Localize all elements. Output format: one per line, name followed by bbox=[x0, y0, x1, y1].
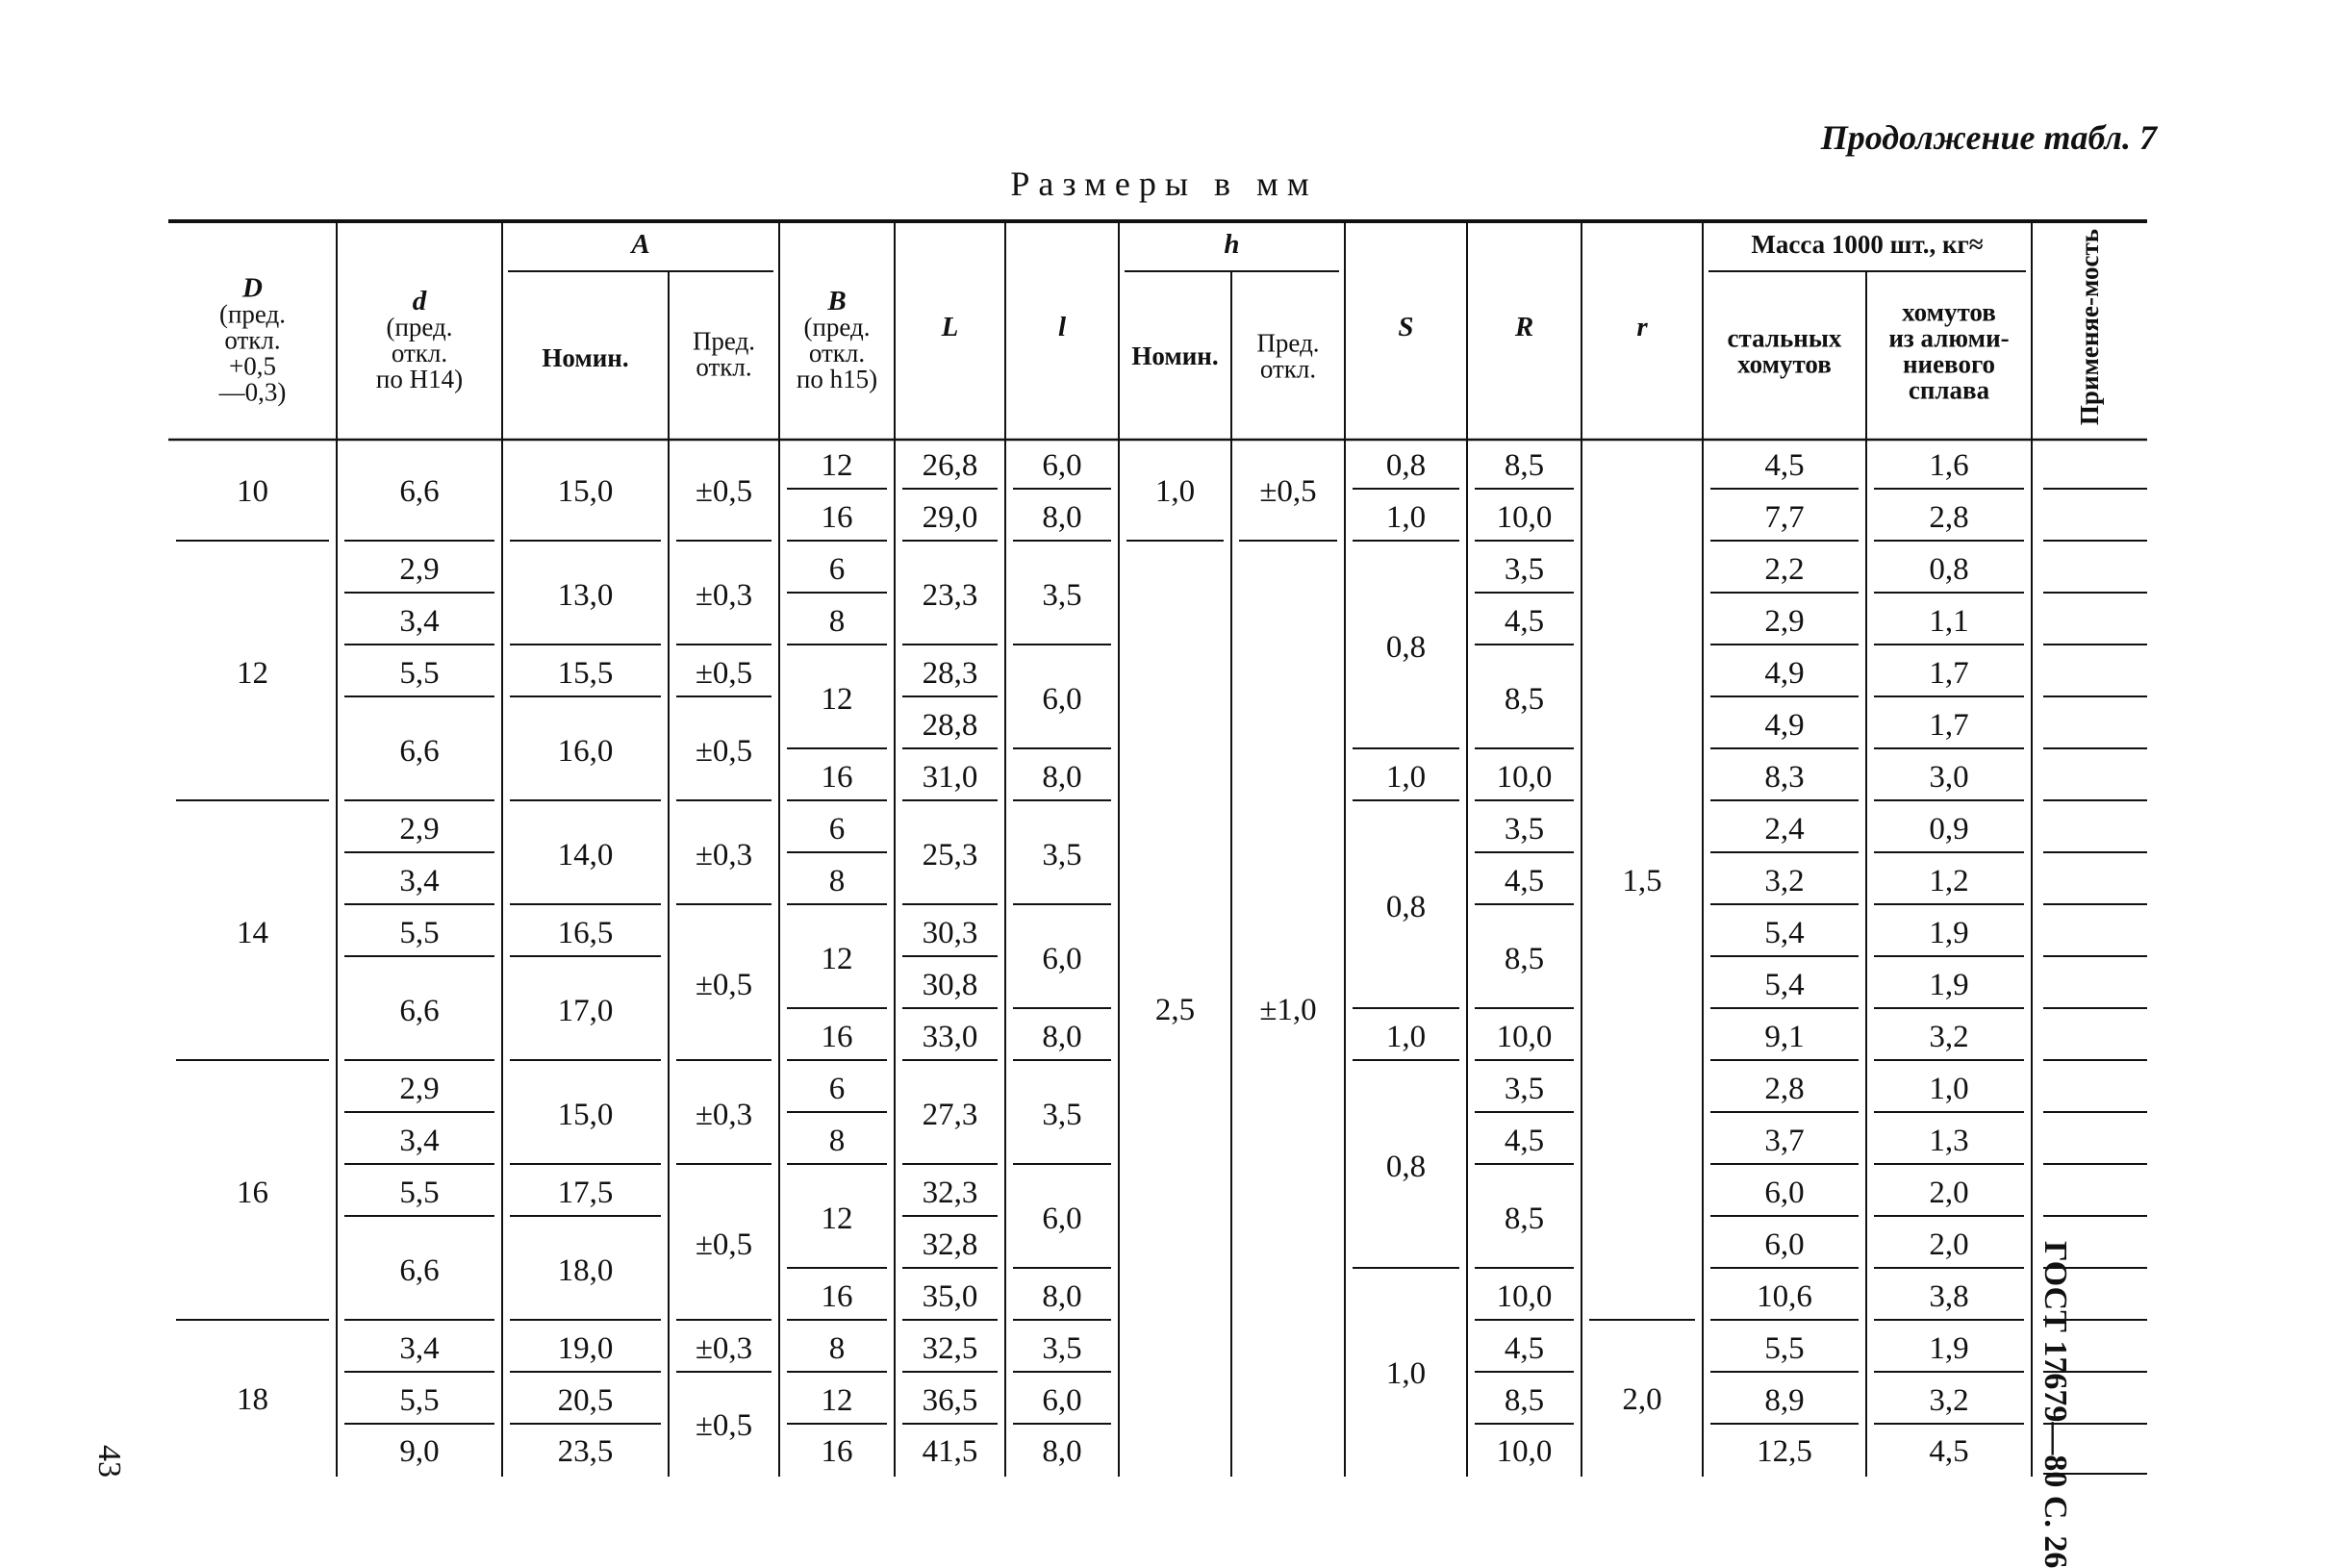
cell-A_tol: ±0,3 bbox=[695, 1331, 753, 1366]
cell-m_steel: 6,0 bbox=[1764, 1176, 1805, 1210]
cell-A_tol: ±0,3 bbox=[695, 838, 753, 873]
cell-m_steel: 5,4 bbox=[1764, 968, 1805, 1002]
cell-L: 35,0 bbox=[922, 1279, 978, 1314]
header-B: (пред. bbox=[803, 313, 871, 341]
cell-R: 8,5 bbox=[1504, 1383, 1545, 1418]
header-A-tol: откл. bbox=[696, 352, 752, 382]
cell-m_al: 1,7 bbox=[1929, 656, 1969, 691]
cell-l: 6,0 bbox=[1042, 1201, 1082, 1236]
cell-D: 16 bbox=[237, 1176, 268, 1210]
cell-B: 12 bbox=[821, 942, 853, 976]
header-B: B bbox=[827, 286, 847, 316]
cell-m_al: 1,3 bbox=[1929, 1124, 1969, 1158]
cell-A_tol: ±0,3 bbox=[695, 1098, 753, 1132]
cell-A: 15,0 bbox=[557, 1098, 614, 1132]
cell-m_al: 3,2 bbox=[1929, 1020, 1969, 1054]
cell-R: 10,0 bbox=[1496, 1434, 1553, 1469]
cell-l: 6,0 bbox=[1042, 1383, 1082, 1418]
cell-B: 8 bbox=[828, 1124, 846, 1158]
cell-L: 28,8 bbox=[922, 708, 978, 743]
header-D: (пред. bbox=[218, 299, 287, 329]
cell-m_al: 1,0 bbox=[1929, 1072, 1969, 1106]
cell-A: 17,0 bbox=[557, 994, 614, 1028]
cell-r: 1,5 bbox=[1622, 864, 1662, 898]
cell-d: 5,5 bbox=[399, 916, 440, 950]
cell-L: 25,3 bbox=[922, 838, 978, 873]
cell-m_steel: 2,4 bbox=[1764, 812, 1805, 847]
cell-A: 13,0 bbox=[557, 578, 614, 613]
header-mass-steel: хомутов bbox=[1737, 349, 1832, 379]
cell-B: 16 bbox=[821, 1020, 853, 1054]
cell-A_tol: ±0,3 bbox=[695, 578, 753, 613]
cell-m_al: 1,9 bbox=[1929, 968, 1969, 1002]
header-A-tol: Пред. bbox=[692, 326, 756, 356]
cell-m_steel: 2,8 bbox=[1764, 1072, 1805, 1106]
header-A-nom: Номин. bbox=[542, 343, 629, 372]
cell-B: 6 bbox=[828, 552, 846, 587]
cell-D: 14 bbox=[237, 916, 268, 950]
header-B: откл. bbox=[808, 339, 866, 367]
cell-R: 10,0 bbox=[1496, 500, 1553, 535]
cell-A: 18,0 bbox=[557, 1253, 614, 1288]
cell-m_al: 1,2 bbox=[1929, 864, 1969, 898]
cell-R: 10,0 bbox=[1496, 760, 1553, 795]
cell-L: 26,8 bbox=[922, 448, 978, 483]
cell-A_tol: ±0,5 bbox=[695, 734, 753, 769]
cell-m_al: 1,7 bbox=[1929, 708, 1969, 743]
header-d: по Н14) bbox=[375, 365, 464, 393]
cell-l: 8,0 bbox=[1042, 760, 1082, 795]
cell-m_al: 1,1 bbox=[1929, 604, 1969, 639]
cell-m_steel: 6,0 bbox=[1764, 1227, 1805, 1262]
header-d: d bbox=[412, 286, 427, 316]
cell-d: 5,5 bbox=[399, 656, 440, 691]
cell-R: 10,0 bbox=[1496, 1279, 1553, 1314]
cell-m_al: 0,8 bbox=[1929, 552, 1969, 587]
cell-m_steel: 5,4 bbox=[1764, 916, 1805, 950]
cell-A: 15,0 bbox=[557, 474, 614, 509]
cell-A: 17,5 bbox=[557, 1176, 614, 1210]
cell-B: 8 bbox=[828, 864, 846, 898]
cell-R: 8,5 bbox=[1504, 942, 1545, 976]
cell-B: 8 bbox=[828, 604, 846, 639]
cell-B: 16 bbox=[821, 760, 853, 795]
header-h-tol: Пред. bbox=[1256, 328, 1320, 358]
cell-L: 30,3 bbox=[922, 916, 978, 950]
cell-m_steel: 3,7 bbox=[1764, 1124, 1805, 1158]
header-mass-al: ниевого bbox=[1902, 349, 1996, 379]
cell-R: 8,5 bbox=[1504, 682, 1545, 717]
cell-m_steel: 3,2 bbox=[1764, 864, 1805, 898]
header-mass-al: из алюми- bbox=[1888, 323, 2010, 353]
cell-m_steel: 4,9 bbox=[1764, 656, 1805, 691]
cell-m_steel: 4,9 bbox=[1764, 708, 1805, 743]
cell-R: 4,5 bbox=[1504, 1331, 1545, 1366]
cell-d: 3,4 bbox=[399, 1124, 440, 1158]
cell-l: 6,0 bbox=[1042, 682, 1082, 717]
cell-A_tol: ±0,5 bbox=[695, 968, 753, 1002]
header-d: откл. bbox=[391, 339, 448, 367]
header-B: по h15) bbox=[796, 365, 878, 393]
cell-B: 12 bbox=[821, 448, 853, 483]
cell-R: 3,5 bbox=[1504, 812, 1545, 847]
cell-S: 0,8 bbox=[1385, 448, 1427, 483]
cell-R: 10,0 bbox=[1496, 1020, 1553, 1054]
cell-m_steel: 7,7 bbox=[1764, 500, 1805, 535]
cell-R: 4,5 bbox=[1504, 864, 1545, 898]
header-A: A bbox=[631, 229, 650, 260]
cell-d: 2,9 bbox=[399, 552, 440, 587]
cell-l: 6,0 bbox=[1042, 448, 1082, 483]
cell-S: 0,8 bbox=[1385, 1150, 1427, 1184]
cell-m_al: 3,0 bbox=[1929, 760, 1969, 795]
cell-m_steel: 2,2 bbox=[1764, 552, 1805, 587]
cell-A: 15,5 bbox=[557, 656, 614, 691]
cell-d: 5,5 bbox=[399, 1383, 440, 1418]
header-r: r bbox=[1636, 312, 1648, 342]
cell-m_steel: 2,9 bbox=[1764, 604, 1805, 639]
cell-l: 6,0 bbox=[1042, 942, 1082, 976]
cell-m_al: 3,2 bbox=[1929, 1383, 1969, 1418]
cell-l: 3,5 bbox=[1042, 1331, 1082, 1366]
cell-L: 29,0 bbox=[922, 500, 978, 535]
cell-d: 6,6 bbox=[399, 474, 440, 509]
cell-d: 2,9 bbox=[399, 812, 440, 847]
cell-m_steel: 9,1 bbox=[1764, 1020, 1805, 1054]
cell-h_tol: ±0,5 bbox=[1259, 474, 1317, 509]
cell-l: 8,0 bbox=[1042, 500, 1082, 535]
cell-L: 32,3 bbox=[922, 1176, 978, 1210]
gost-reference: ГОСТ 17679—80 С. 26 bbox=[2037, 1241, 2073, 1568]
cell-r: 2,0 bbox=[1622, 1382, 1662, 1417]
cell-S: 1,0 bbox=[1385, 1020, 1427, 1054]
cell-m_al: 1,9 bbox=[1929, 916, 1969, 950]
header-L: L bbox=[941, 312, 959, 342]
cell-A: 14,0 bbox=[557, 838, 614, 873]
cell-B: 8 bbox=[828, 1331, 846, 1366]
cell-m_al: 2,8 bbox=[1929, 500, 1969, 535]
cell-A: 20,5 bbox=[557, 1383, 614, 1418]
header-D: —0,3) bbox=[218, 377, 287, 407]
cell-B: 12 bbox=[821, 1201, 853, 1236]
cell-D: 18 bbox=[237, 1382, 268, 1417]
cell-d: 6,6 bbox=[399, 994, 440, 1028]
cell-m_al: 2,0 bbox=[1929, 1176, 1969, 1210]
cell-l: 3,5 bbox=[1042, 578, 1082, 613]
cell-d: 3,4 bbox=[399, 604, 440, 639]
cell-L: 33,0 bbox=[922, 1020, 978, 1054]
cell-l: 8,0 bbox=[1042, 1279, 1082, 1314]
cell-d: 5,5 bbox=[399, 1176, 440, 1210]
header-l: l bbox=[1057, 312, 1067, 342]
cell-m_al: 1,9 bbox=[1929, 1331, 1969, 1366]
cell-L: 23,3 bbox=[922, 578, 978, 613]
cell-m_al: 4,5 bbox=[1929, 1434, 1969, 1469]
cell-m_steel: 8,9 bbox=[1764, 1383, 1805, 1418]
cell-m_steel: 5,5 bbox=[1764, 1331, 1805, 1366]
header-mass-al: сплава bbox=[1908, 375, 1990, 405]
cell-L: 28,3 bbox=[922, 656, 978, 691]
header-h-tol: откл. bbox=[1259, 354, 1317, 384]
header-usage: Применяе-мость bbox=[2075, 228, 2104, 426]
cell-h_tol: ±1,0 bbox=[1259, 993, 1317, 1027]
cell-B: 12 bbox=[821, 1383, 853, 1418]
cell-d: 3,4 bbox=[399, 1331, 440, 1366]
header-d: (пред. bbox=[386, 313, 453, 341]
cell-B: 16 bbox=[821, 500, 853, 535]
cell-l: 8,0 bbox=[1042, 1434, 1082, 1469]
cell-S: 1,0 bbox=[1385, 760, 1427, 795]
cell-m_steel: 4,5 bbox=[1764, 448, 1805, 483]
cell-D: 12 bbox=[237, 656, 268, 691]
cell-B: 6 bbox=[828, 812, 846, 847]
cell-l: 3,5 bbox=[1042, 1098, 1082, 1132]
cell-R: 4,5 bbox=[1504, 604, 1545, 639]
cell-R: 3,5 bbox=[1504, 552, 1545, 587]
header-R: R bbox=[1514, 312, 1534, 342]
cell-S: 1,0 bbox=[1385, 1356, 1427, 1391]
cell-S: 0,8 bbox=[1385, 890, 1427, 924]
cell-L: 32,5 bbox=[922, 1331, 978, 1366]
cell-d: 6,6 bbox=[399, 1253, 440, 1288]
header-D: +0,5 bbox=[229, 351, 276, 381]
header-mass-al: хомутов bbox=[1902, 297, 1996, 327]
header-D: откл. bbox=[224, 325, 281, 355]
cell-m_steel: 12,5 bbox=[1757, 1434, 1812, 1469]
cell-S: 1,0 bbox=[1385, 500, 1427, 535]
cell-A_tol: ±0,5 bbox=[695, 656, 753, 691]
cell-m_al: 0,9 bbox=[1929, 812, 1969, 847]
cell-A: 16,0 bbox=[557, 734, 614, 769]
cell-R: 8,5 bbox=[1504, 448, 1545, 483]
cell-m_al: 1,6 bbox=[1929, 448, 1969, 483]
cell-R: 4,5 bbox=[1504, 1124, 1545, 1158]
header-mass-steel: стальных bbox=[1727, 323, 1842, 353]
cell-R: 3,5 bbox=[1504, 1072, 1545, 1106]
cell-L: 27,3 bbox=[922, 1098, 978, 1132]
cell-d: 2,9 bbox=[399, 1072, 440, 1106]
cell-l: 3,5 bbox=[1042, 838, 1082, 873]
header-h: h bbox=[1224, 229, 1240, 260]
cell-S: 0,8 bbox=[1385, 630, 1427, 665]
cell-m_al: 3,8 bbox=[1929, 1279, 1969, 1314]
cell-B: 6 bbox=[828, 1072, 846, 1106]
cell-A: 16,5 bbox=[557, 916, 614, 950]
cell-m_al: 2,0 bbox=[1929, 1227, 1969, 1262]
cell-d: 3,4 bbox=[399, 864, 440, 898]
cell-B: 16 bbox=[821, 1279, 853, 1314]
cell-B: 16 bbox=[821, 1434, 853, 1469]
cell-A_tol: ±0,5 bbox=[695, 474, 753, 509]
cell-h_nom: 1,0 bbox=[1154, 474, 1196, 509]
cell-h_nom: 2,5 bbox=[1154, 993, 1196, 1027]
cell-A_tol: ±0,5 bbox=[695, 1227, 753, 1262]
dimensions-caption: Размеры в мм bbox=[1010, 164, 1318, 203]
header-h-nom: Номин. bbox=[1131, 341, 1219, 370]
cell-A: 19,0 bbox=[557, 1331, 614, 1366]
header-D: D bbox=[242, 272, 263, 304]
cell-L: 36,5 bbox=[922, 1383, 978, 1418]
cell-L: 31,0 bbox=[922, 760, 978, 795]
header-S: S bbox=[1398, 312, 1414, 342]
cell-d: 9,0 bbox=[399, 1434, 440, 1469]
cell-R: 8,5 bbox=[1504, 1201, 1545, 1236]
cell-A: 23,5 bbox=[557, 1434, 614, 1469]
cell-D: 10 bbox=[237, 474, 268, 509]
header-mass: Масса 1000 шт., кг≈ bbox=[1751, 230, 1984, 259]
cell-A_tol: ±0,5 bbox=[695, 1408, 753, 1443]
cell-L: 41,5 bbox=[922, 1434, 978, 1469]
cell-B: 12 bbox=[821, 682, 853, 717]
cell-L: 30,8 bbox=[922, 968, 978, 1002]
cell-m_steel: 8,3 bbox=[1764, 760, 1805, 795]
cell-L: 32,8 bbox=[922, 1227, 978, 1262]
table-continuation-caption: Продолжение табл. 7 bbox=[1820, 118, 2157, 157]
cell-l: 8,0 bbox=[1042, 1020, 1082, 1054]
page-number: 43 bbox=[91, 1445, 127, 1478]
cell-d: 6,6 bbox=[399, 734, 440, 769]
cell-m_steel: 10,6 bbox=[1757, 1279, 1812, 1314]
